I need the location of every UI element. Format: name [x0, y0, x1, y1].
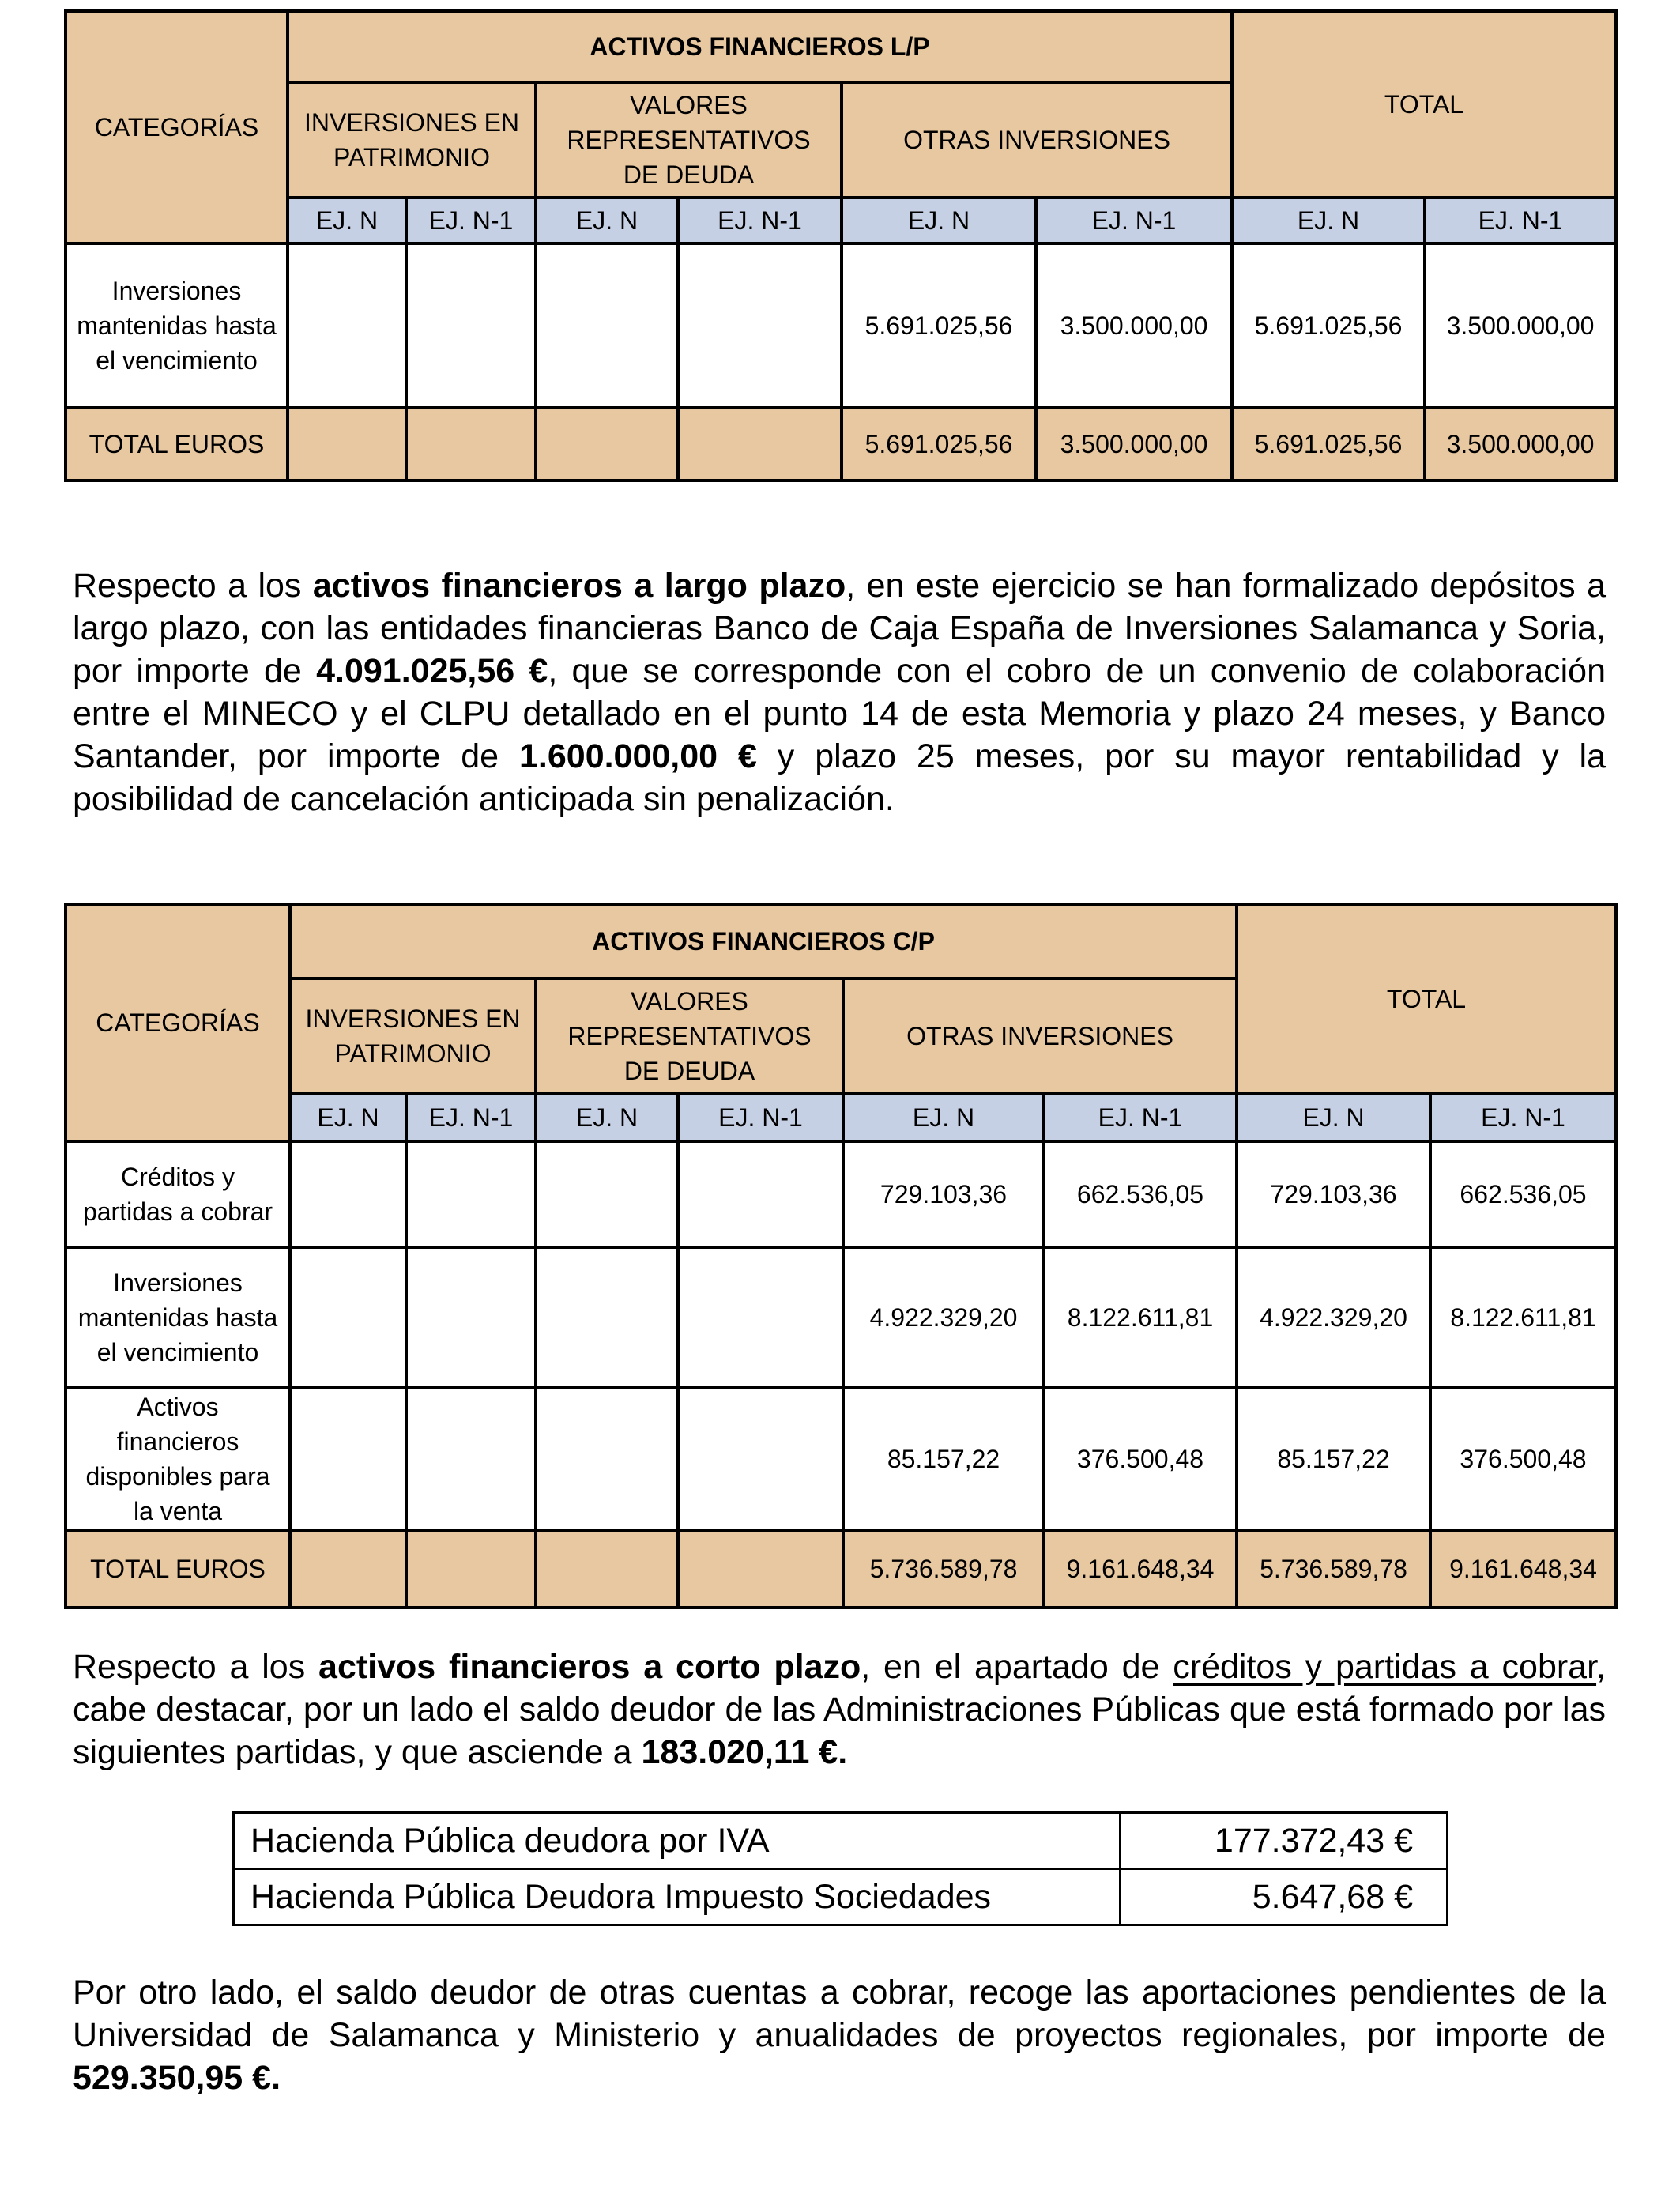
cell-value: 3.500.000,00 [1425, 408, 1616, 481]
year-header: EJ. N-1 [406, 1094, 536, 1141]
year-header: EJ. N-1 [678, 198, 842, 243]
cell-value: 4.922.329,20 [843, 1247, 1044, 1388]
cell-value [536, 408, 678, 481]
col-header-inversiones-patrimonio: INVERSIONES EN PATRIMONIO [290, 978, 536, 1094]
year-header: EJ. N-1 [1425, 198, 1616, 243]
cell-value [536, 1247, 678, 1388]
cell-value: 5.736.589,78 [1237, 1530, 1430, 1608]
year-header: EJ. N-1 [1430, 1094, 1616, 1141]
total-header: TOTAL [1232, 11, 1616, 198]
total-row [66, 1530, 1616, 1608]
cell-value [678, 408, 842, 481]
cell-value [678, 243, 842, 408]
row-label: Inversiones mantenidas hasta el vencimiento [66, 243, 288, 408]
hacienda-value: 5.647,68 € [1121, 1869, 1448, 1925]
year-header: EJ. N-1 [406, 198, 536, 243]
cell-value [406, 1141, 536, 1247]
table-hacienda [232, 1811, 1448, 1926]
cell-value: 662.536,05 [1044, 1141, 1237, 1247]
row-label: Activos financieros disponibles para la venta [66, 1388, 290, 1530]
group-title: ACTIVOS FINANCIEROS C/P [290, 904, 1237, 978]
cell-value [406, 243, 536, 408]
year-header: EJ. N-1 [1036, 198, 1232, 243]
cell-value [678, 1247, 843, 1388]
year-header: EJ. N [536, 198, 678, 243]
cell-value [536, 1388, 678, 1530]
col-header-inversiones-patrimonio: INVERSIONES EN PATRIMONIO [288, 82, 536, 198]
year-header: EJ. N [843, 1094, 1044, 1141]
cell-value: 5.691.025,56 [1232, 243, 1425, 408]
cell-value [678, 1141, 843, 1247]
total-row [66, 408, 1616, 481]
group-title: ACTIVOS FINANCIEROS L/P [288, 11, 1232, 82]
table-row [234, 1813, 1448, 1869]
table-row [66, 1141, 1616, 1247]
cell-value: 376.500,48 [1430, 1388, 1616, 1530]
cell-value [290, 1247, 406, 1388]
cell-value: 5.691.025,56 [842, 408, 1036, 481]
categories-header: CATEGORÍAS [66, 904, 290, 1141]
table-activos-lp [64, 9, 1618, 482]
hacienda-value: 177.372,43 € [1121, 1813, 1448, 1869]
col-header-valores-deuda: VALORES REPRESENTATIVOS DE DEUDA [536, 978, 843, 1094]
total-header: TOTAL [1237, 904, 1616, 1094]
cell-value: 5.736.589,78 [843, 1530, 1044, 1608]
cell-value: 5.691.025,56 [842, 243, 1036, 408]
year-header: EJ. N [536, 1094, 678, 1141]
table-activos-cp [64, 903, 1618, 1609]
row-label: Inversiones mantenidas hasta el vencimiento [66, 1247, 290, 1388]
col-header-valores-deuda: VALORES REPRESENTATIVOS DE DEUDA [536, 82, 842, 198]
cell-value: 3.500.000,00 [1036, 408, 1232, 481]
cell-value: 729.103,36 [843, 1141, 1044, 1247]
cell-value: 85.157,22 [1237, 1388, 1430, 1530]
table-row [66, 1247, 1616, 1388]
cell-value: 9.161.648,34 [1044, 1530, 1237, 1608]
year-header: EJ. N-1 [678, 1094, 843, 1141]
cell-value [678, 1388, 843, 1530]
table-row [66, 1388, 1616, 1530]
cell-value [406, 1530, 536, 1608]
col-header-otras-inversiones: OTRAS INVERSIONES [842, 82, 1232, 198]
cell-value: 8.122.611,81 [1430, 1247, 1616, 1388]
hacienda-label: Hacienda Pública Deudora Impuesto Sociedades [234, 1869, 1121, 1925]
hacienda-label: Hacienda Pública deudora por IVA [234, 1813, 1121, 1869]
cell-value: 8.122.611,81 [1044, 1247, 1237, 1388]
total-row-label: TOTAL EUROS [66, 408, 288, 481]
table-row [66, 243, 1616, 408]
cell-value [406, 408, 536, 481]
categories-header: CATEGORÍAS [66, 11, 288, 243]
cell-value: 5.691.025,56 [1232, 408, 1425, 481]
paragraph-corto-plazo: Respecto a los activos financieros a corto plazo, en el apartado de créditos y partidas a cobrar, cabe destacar, por un lado el saldo deudor de las Administraciones Públicas que está formado por las siguientes partidas, y que asciende a 183.020,11 €. [73, 1648, 1606, 1771]
total-row-label: TOTAL EUROS [66, 1530, 290, 1608]
table-row [234, 1869, 1448, 1925]
cell-value [536, 1141, 678, 1247]
cell-value [290, 1141, 406, 1247]
year-header: EJ. N [1237, 1094, 1430, 1141]
cell-value [290, 1530, 406, 1608]
cell-value: 376.500,48 [1044, 1388, 1237, 1530]
cell-value [406, 1388, 536, 1530]
cell-value: 3.500.000,00 [1425, 243, 1616, 408]
paragraph-largo-plazo: Respecto a los activos financieros a largo plazo, en este ejercicio se han formalizado depósitos a largo plazo, con las entidades financieras Banco de Caja España de Inversiones Salamanca y Soria, por importe de 4.091.025,56 €, que se corresponde con el cobro de un convenio de colaboración entre el MINECO y el CLPU detallado en el punto 14 de esta Memoria y plazo 24 meses, y Banco Santander, por importe de 1.600.000,00 € y plazo 25 meses, por su mayor rentabilidad y la posibilidad de cancelación anticipada sin penalización. [73, 567, 1607, 818]
year-header: EJ. N [288, 198, 406, 243]
cell-value [288, 408, 406, 481]
cell-value: 85.157,22 [843, 1388, 1044, 1530]
cell-value [288, 243, 406, 408]
cell-value: 3.500.000,00 [1036, 243, 1232, 408]
row-label: Créditos y partidas a cobrar [66, 1141, 290, 1247]
year-header: EJ. N-1 [1044, 1094, 1237, 1141]
cell-value [536, 1530, 678, 1608]
cell-value: 662.536,05 [1430, 1141, 1616, 1247]
year-header: EJ. N [842, 198, 1036, 243]
cell-value: 4.922.329,20 [1237, 1247, 1430, 1388]
year-header: EJ. N [1232, 198, 1425, 243]
cell-value [406, 1247, 536, 1388]
cell-value [536, 243, 678, 408]
cell-value: 9.161.648,34 [1430, 1530, 1616, 1608]
cell-value [290, 1388, 406, 1530]
paragraph-otras-cuentas: Por otro lado, el saldo deudor de otras cuentas a cobrar, recoge las aportaciones pendientes de la Universidad de Salamanca y Ministerio y anualidades de proyectos regionales, por importe de 529.350,95 €. [73, 1973, 1606, 2097]
year-header: EJ. N [290, 1094, 406, 1141]
cell-value: 729.103,36 [1237, 1141, 1430, 1247]
col-header-otras-inversiones: OTRAS INVERSIONES [843, 978, 1237, 1094]
cell-value [678, 1530, 843, 1608]
